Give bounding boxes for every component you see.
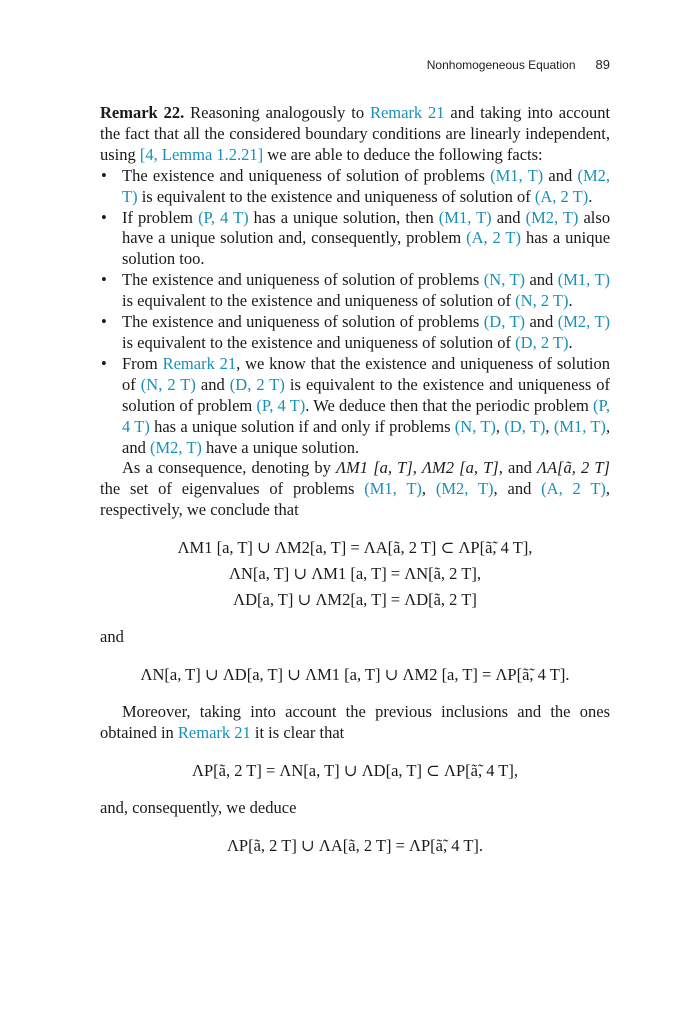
- problem-ref-link[interactable]: (M2, T): [149, 437, 202, 457]
- remark-paragraph: [100, 103, 610, 166]
- consequently-text: and, consequently, we deduce: [100, 797, 297, 817]
- problem-ref-link[interactable]: (M2, T): [122, 165, 610, 206]
- text: we are able to deduce the following facts:: [267, 144, 543, 164]
- running-header: [427, 57, 610, 72]
- text: is equivalent to the existence and uniqueness of solution of problem: [122, 374, 611, 415]
- problem-ref-link[interactable]: (M1, T): [364, 479, 422, 499]
- text: , and: [122, 416, 611, 457]
- problem-ref-link[interactable]: (M2, T): [435, 479, 494, 499]
- problem-ref-link[interactable]: (P, 4 T): [256, 395, 306, 415]
- text: The existence and uniqueness of solution of problems: [122, 270, 480, 290]
- text: the set of eigenvalues of problems: [100, 479, 355, 499]
- equation: ΛN[a, T] ∪ ΛM1 [a, T] = ΛN[ã, 2 T],: [229, 564, 481, 584]
- text: , and: [498, 458, 532, 478]
- text: and: [200, 374, 225, 394]
- remark-21-link[interactable]: Remark 21: [369, 103, 445, 122]
- and-text: and: [100, 627, 124, 647]
- text: and: [496, 207, 521, 227]
- text: is equivalent to the existence and uniqueness of solution of: [122, 332, 512, 352]
- equation-block-4: [100, 833, 610, 859]
- problem-ref-link[interactable]: (M2, T): [525, 207, 579, 227]
- equation: ΛN[a, T] ∪ ΛD[a, T] ∪ ΛM1 [a, T] ∪ ΛM2 [a, T] = ΛP[ã̃, 4 T].: [140, 665, 570, 685]
- equation: ΛP[ã, 2 T] = ΛN[a, T] ∪ ΛD[a, T] ⊂ ΛP[ã̃, 4 T],: [192, 760, 518, 780]
- problem-ref-link[interactable]: (N, T): [454, 416, 496, 436]
- problem-ref-link[interactable]: (P, 4 T): [198, 207, 249, 227]
- text: has a unique solution too.: [122, 228, 611, 269]
- remark-label: Remark 22.: [100, 103, 185, 122]
- problem-ref-link[interactable]: (P, 4 T): [122, 395, 611, 436]
- text: and: [529, 270, 554, 290]
- text: has a unique solution, then: [253, 207, 434, 227]
- problem-ref-link[interactable]: (A, 2 T): [541, 479, 606, 499]
- math-inline: ΛM2 [a, T]: [422, 458, 499, 478]
- equation: ΛD[a, T] ∪ ΛM2[a, T] = ΛD[ã, 2 T]: [233, 590, 477, 610]
- remark-21-link[interactable]: Remark 21: [162, 353, 237, 373]
- problem-ref-link[interactable]: (D, 2 T): [229, 374, 285, 394]
- problem-ref-link[interactable]: (N, T): [483, 270, 526, 290]
- text: , we know that the existence and uniqueness of solution of: [122, 353, 610, 394]
- problem-ref-link[interactable]: (M1, T): [438, 207, 492, 227]
- problem-ref-link[interactable]: (A, 2 T): [466, 228, 522, 248]
- problem-ref-link[interactable]: (M1, T): [557, 270, 611, 290]
- equation-block-1: [100, 535, 610, 613]
- text: is equivalent to the existence and uniqueness of solution of: [122, 291, 512, 311]
- problem-ref-link[interactable]: (M1, T): [490, 165, 544, 185]
- text: . We deduce then that the periodic problem: [305, 395, 589, 415]
- list-item: [100, 166, 610, 208]
- list-item: • From Remark 21, we know that the existence and uniqueness of solution of (N, 2 T) and (D, 2 T) is equivalent to the existence and uniqueness of solution of problem (P, 4 T). We deduce then that the periodic problem (P, 4 T) has a unique solution if and only if problems (N, T), (D, T), (M1, T), and (M2, T) have a unique solution.: [100, 354, 610, 459]
- facts-list: [100, 166, 610, 459]
- problem-ref-link[interactable]: (D, T): [483, 312, 526, 332]
- text: and: [548, 165, 573, 185]
- text: and taking into account the fact that all the considered boundary conditions are linearly independent, using: [100, 103, 611, 164]
- list-item: [100, 208, 610, 271]
- text: is equivalent to the existence and uniqueness of solution of: [141, 186, 531, 206]
- text: it is clear that: [254, 722, 345, 742]
- text: .: [568, 291, 573, 311]
- page-body: [100, 103, 610, 873]
- problem-ref-link[interactable]: (M1, T): [553, 416, 606, 436]
- problem-ref-link[interactable]: (N, 2 T): [515, 291, 569, 311]
- equation-block-3: [100, 758, 610, 784]
- math-inline: ΛM1 [a, T]: [336, 458, 413, 478]
- problem-ref-link[interactable]: (D, T): [504, 416, 546, 436]
- problem-ref-link[interactable]: (N, 2 T): [140, 374, 196, 394]
- text: , respectively, we conclude that: [100, 479, 611, 520]
- text: As a consequence, denoting by: [122, 458, 331, 478]
- text: The existence and uniqueness of solution of problems: [122, 165, 485, 185]
- remark-21-link[interactable]: Remark 21: [177, 722, 251, 742]
- text: also have a unique solution and, consequently, problem: [122, 207, 611, 248]
- text: , and: [493, 479, 532, 499]
- equation: ΛP[ã, 2 T] ∪ ΛA[ã, 2 T] = ΛP[ã̃, 4 T].: [226, 835, 484, 855]
- equation: ΛM1 [a, T] ∪ ΛM2[a, T] = ΛA[ã, 2 T] ⊂ ΛP[ã̃, 4 T],: [177, 538, 533, 558]
- text: The existence and uniqueness of solution of problems: [122, 312, 480, 332]
- list-item: [100, 312, 610, 354]
- running-title: Nonhomogeneous Equation: [426, 58, 576, 72]
- text: .: [588, 186, 593, 206]
- equation-block-2: [100, 662, 610, 688]
- math-inline: ΛA[ã, 2 T]: [536, 458, 610, 478]
- text: Moreover, taking into account the previous inclusions and the ones obtained in: [100, 702, 610, 742]
- text: If problem: [122, 207, 194, 227]
- consequence-paragraph: As a consequence, denoting by ΛM1 [a, T], ΛM2 [a, T], and ΛA[ã, 2 T] the set of eigenvalues of problems (M1, T), (M2, T), and (A, 2 T), respectively, we conclude that: [100, 458, 611, 520]
- list-item: [100, 270, 610, 312]
- problem-ref-link[interactable]: (D, 2 T): [515, 332, 569, 352]
- text: .: [568, 332, 573, 352]
- text: From: [122, 353, 158, 373]
- problem-ref-link[interactable]: (M2, T): [557, 312, 611, 332]
- moreover-paragraph: [100, 702, 610, 744]
- page-number: 89: [595, 57, 610, 72]
- text: Reasoning analogously to: [190, 103, 365, 122]
- lemma-citation-link[interactable]: [4, Lemma 1.2.21]: [139, 144, 264, 164]
- problem-ref-link[interactable]: (A, 2 T): [534, 186, 589, 206]
- text: has a unique solution if and only if problems: [154, 416, 451, 436]
- text: have a unique solution.: [206, 437, 360, 457]
- text: and: [529, 312, 554, 332]
